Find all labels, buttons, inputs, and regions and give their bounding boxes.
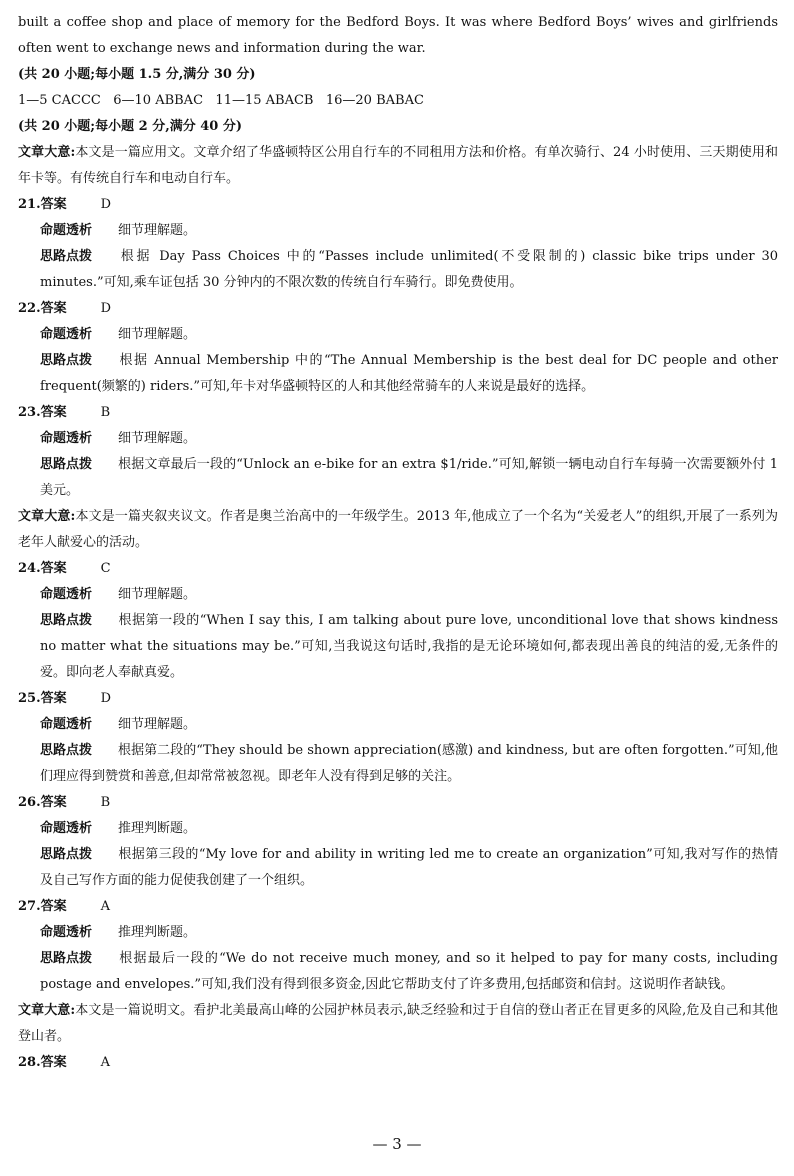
section-1-title: (共 20 小题;每小题 1.5 分,满分 30 分)	[18, 67, 256, 82]
passage-summary: 文章大意:本文是一篇应用文。文章介绍了华盛顿特区公用自行车的不同租用方法和价格。有单次骑行、24 小时使用、三天期使用和年卡等。有传统自行车和电动自行车。	[18, 145, 778, 186]
question-hint: 思路点拨 根据第二段的“They should be shown appreciation(感激) and kindness, but are often forgotten.”可知,他们理应得到赞赏和善意,但却常常被忽视。即老年人没有得到足够的关注。	[40, 743, 778, 784]
question-type: 命题透析 细节理解题。	[40, 223, 197, 238]
question-answer: 26.答案 B	[18, 795, 111, 810]
page-number: — 3 —	[372, 1135, 422, 1153]
question-hint: 思路点拨 根据第三段的“My love for and ability in writing led me to create an organization”可知,我对写作的热情及自己写作方面的能力促使我创建了一个组织。	[40, 847, 778, 888]
question-hint: 思路点拨 根据文章最后一段的“Unlock an e-bike for an extra $1/ride.”可知,解锁一辆电动自行车每骑一次需要额外付 1 美元。	[40, 457, 778, 498]
question-answer: 25.答案 D	[18, 691, 112, 706]
question-hint: 思路点拨 根据最后一段的“We do not receive much money, and so it helped to pay for many costs, including postage and envelopes.”可知,我们没有得到很多资金,因此它帮助支付了许多费用,包括邮资和信封。这说明作者缺钱。	[40, 951, 778, 992]
question-type: 命题透析 细节理解题。	[40, 717, 197, 732]
question-hint: 思路点拨 根据 Annual Membership 中的“The Annual Membership is the best deal for DC people and other frequent(频繁的) riders.”可知,年卡对华盛顿特区的人和其他经常骑车的人来说是最好的选择。	[40, 353, 778, 394]
section-1-answers: 1—5 CACCC 6—10 ABBAC 11—15 ABACB 16—20 BABAC	[18, 93, 424, 108]
question-type: 命题透析 推理判断题。	[40, 821, 197, 836]
question-answer: 24.答案 C	[18, 561, 111, 576]
question-type: 命题透析 细节理解题。	[40, 327, 197, 342]
question-type: 命题透析 推理判断题。	[40, 925, 197, 940]
document-page	[18, 10, 778, 1076]
section-2-title: (共 20 小题;每小题 2 分,满分 40 分)	[18, 119, 243, 134]
question-answer: 23.答案 B	[18, 405, 111, 420]
question-type: 命题透析 细节理解题。	[40, 431, 197, 446]
question-type: 命题透析 细节理解题。	[40, 587, 197, 602]
passage-summary: 文章大意:本文是一篇说明文。看护北美最高山峰的公园护林员表示,缺乏经验和过于自信的登山者正在冒更多的风险,危及自己和其他登山者。	[18, 1003, 778, 1044]
question-answer: 28.答案 A	[18, 1055, 111, 1070]
intro-paragraph: built a coffee shop and place of memory for the Bedford Boys. It was where Bedford Boys’ wives and girlfriends often went to exchange news and information during the war.	[18, 15, 778, 56]
question-answer: 21.答案 D	[18, 197, 112, 212]
passage-summary: 文章大意:本文是一篇夹叙夹议文。作者是奥兰治高中的一年级学生。2013 年,他成立了一个名为“关爱老人”的组织,开展了一系列为老年人献爱心的活动。	[18, 509, 778, 550]
question-hint: 思路点拨 根据第一段的“When I say this, I am talking about pure love, unconditional love that shows kindness no matter what the situations may be.”可知,当我说这句话时,我指的是无论环境如何,都表现出善良的纯洁的爱,无条件的爱。即向老人奉献真爱。	[40, 613, 778, 680]
question-answer: 22.答案 D	[18, 301, 112, 316]
question-answer: 27.答案 A	[18, 899, 111, 914]
question-hint: 思路点拨 根据 Day Pass Choices 中的“Passes include unlimited(不受限制的) classic bike trips under 30 minutes.”可知,乘车证包括 30 分钟内的不限次数的传统自行车骑行。即免费使用。	[40, 249, 778, 290]
